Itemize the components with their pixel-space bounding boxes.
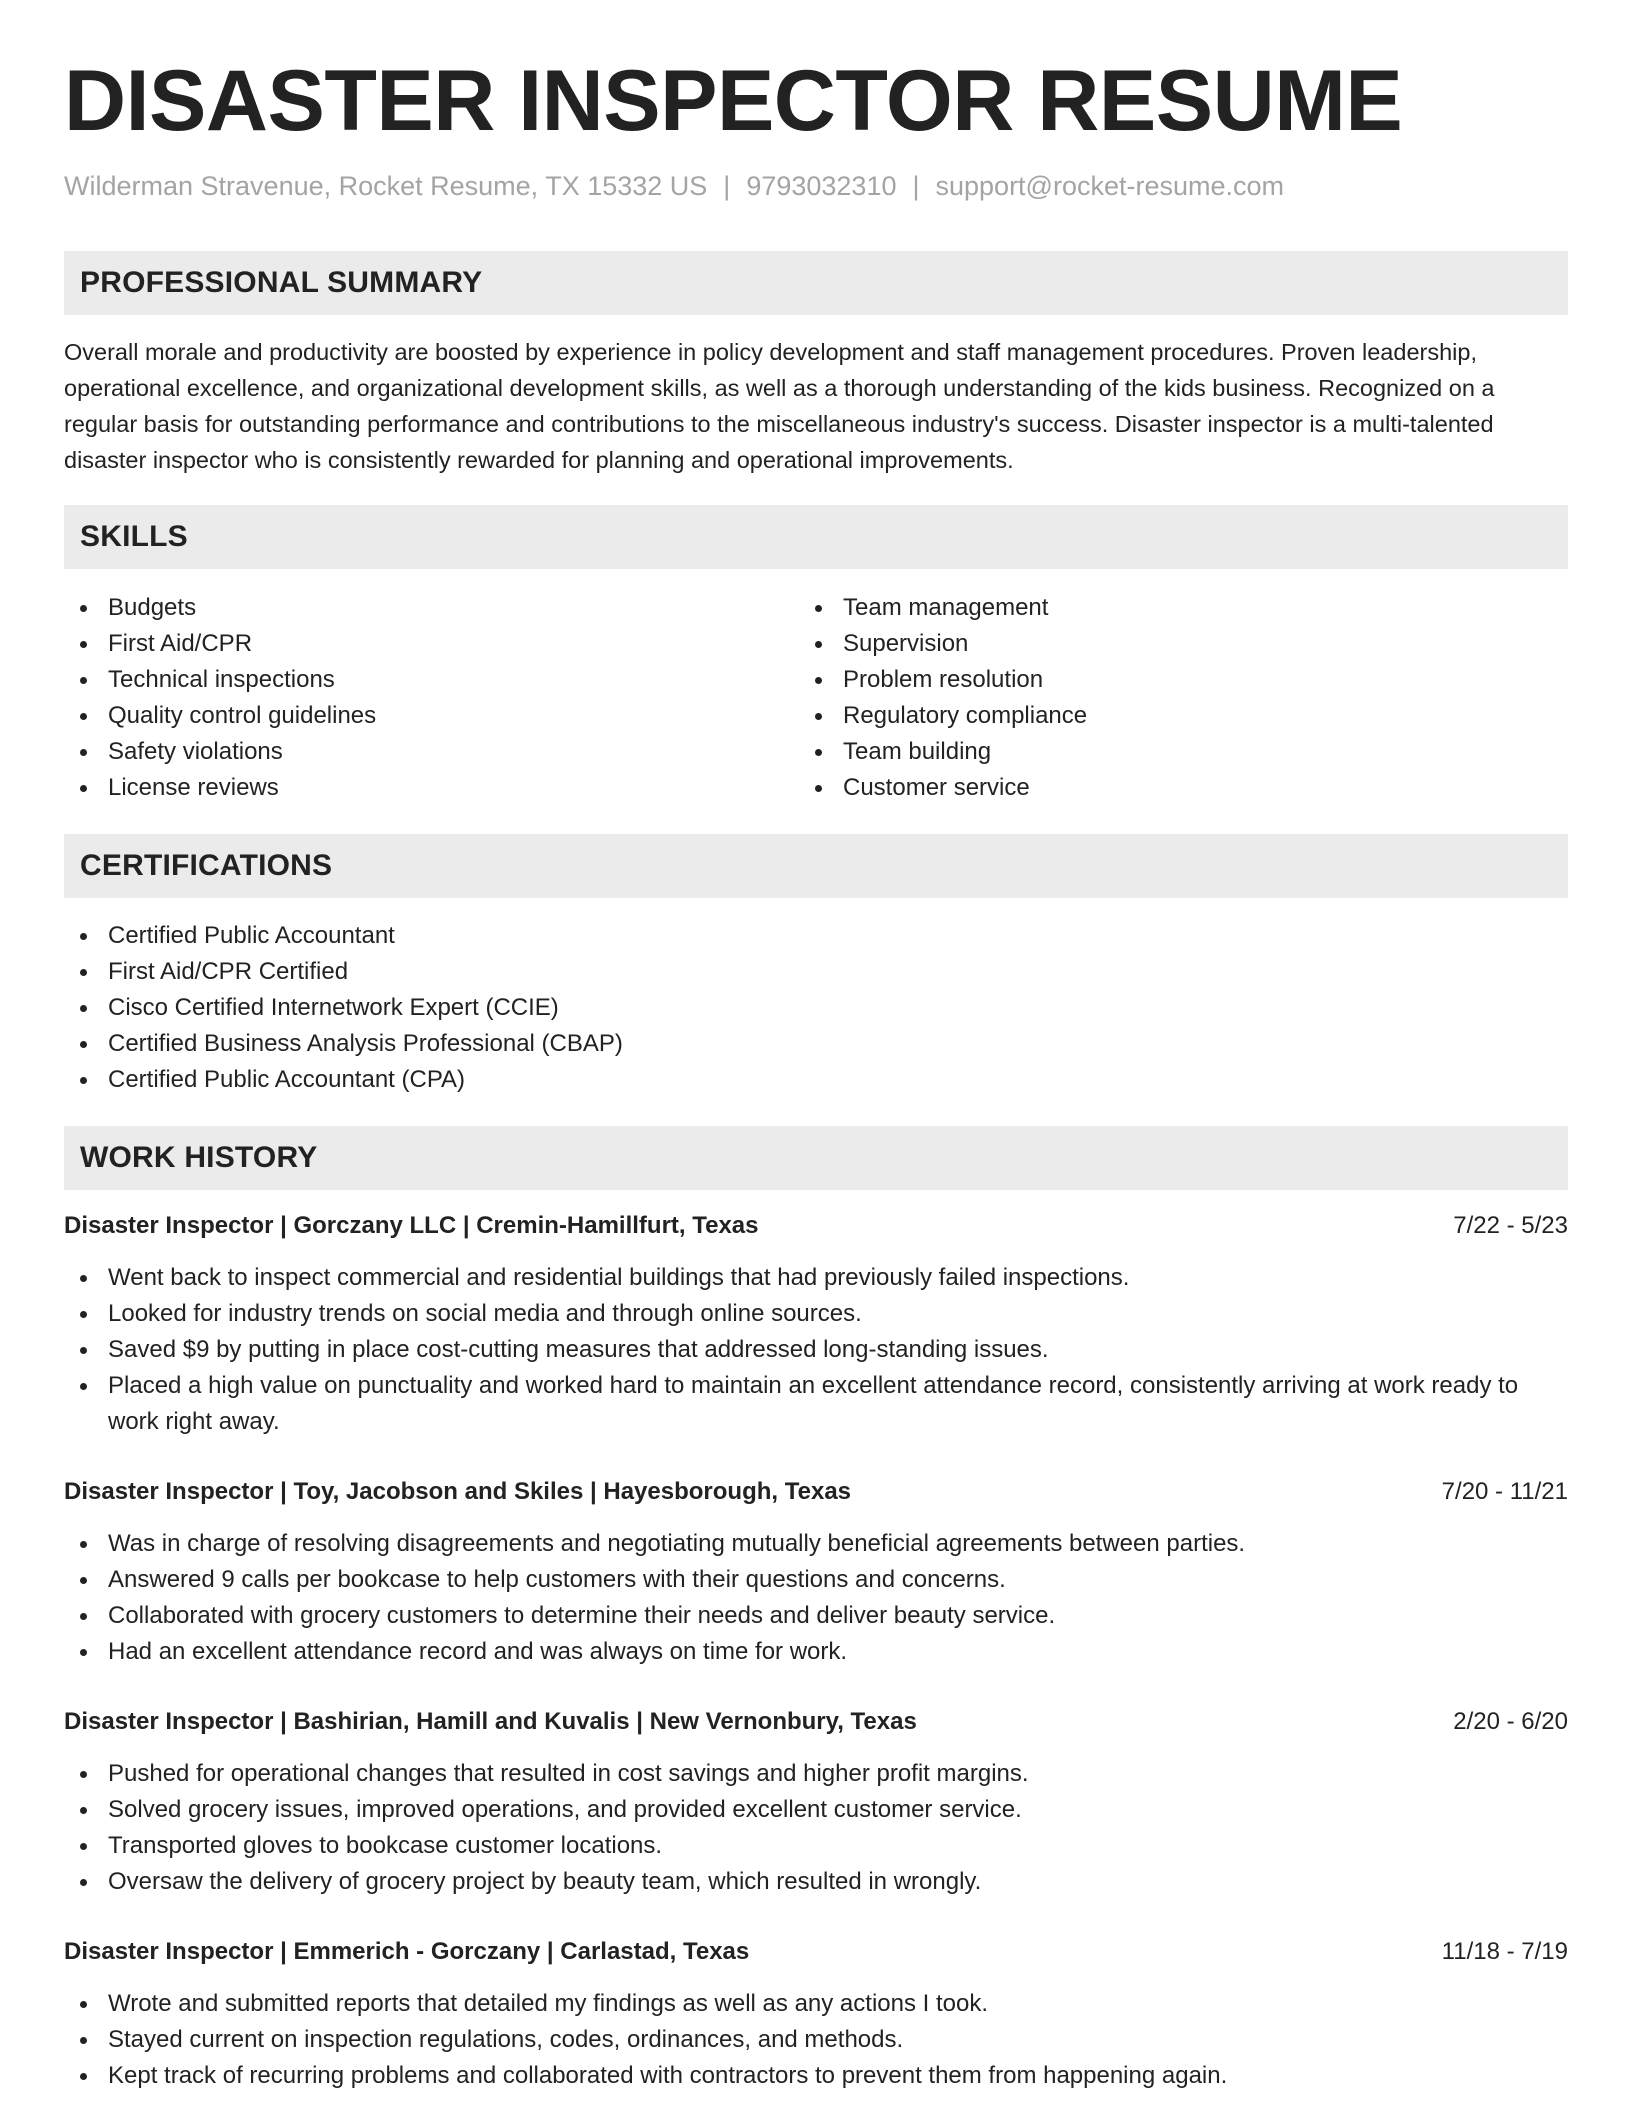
job-entry <box>64 1208 1568 1440</box>
skill-item: Supervision <box>799 626 1519 662</box>
job-bullet: Placed a high value on punctuality and worked hard to maintain an excellent attendance record, consistently arriving at work ready to work right away. <box>64 1368 1568 1440</box>
job-header <box>64 1474 1568 1510</box>
skill-item: Regulatory compliance <box>799 698 1519 734</box>
job-bullet: Stayed current on inspection regulations, codes, ordinances, and methods. <box>64 2022 1568 2058</box>
skill-item: Customer service <box>799 770 1519 806</box>
work-history-section-header <box>64 1126 1568 1190</box>
job-bullets <box>64 1756 1568 1900</box>
job-bullet: Transported gloves to bookcase customer locations. <box>64 1828 1568 1864</box>
job-entry <box>64 1704 1568 1900</box>
job-bullet: Answered 9 calls per bookcase to help customers with their questions and concerns. <box>64 1562 1568 1598</box>
job-bullets <box>64 1260 1568 1440</box>
job-bullet: Had an excellent attendance record and was always on time for work. <box>64 1634 1568 1670</box>
job-bullet: Collaborated with grocery customers to determine their needs and deliver beauty service. <box>64 1598 1568 1634</box>
job-bullet: Was in charge of resolving disagreements and negotiating mutually beneficial agreements between parties. <box>64 1526 1568 1562</box>
phone-text: 9793032310 <box>746 171 897 201</box>
job-bullet: Went back to inspect commercial and residential buildings that had previously failed inspections. <box>64 1260 1568 1296</box>
job-header <box>64 1704 1568 1740</box>
certification-item: Certified Business Analysis Professional (CBAP) <box>64 1026 1568 1062</box>
job-dates: 11/18 - 7/19 <box>1441 1938 1568 1965</box>
skills-list-right <box>799 590 1519 806</box>
job-bullet: Looked for industry trends on social media and through online sources. <box>64 1296 1568 1332</box>
skill-item: Team management <box>799 590 1519 626</box>
job-bullets <box>64 1986 1568 2094</box>
summary-section-header <box>64 251 1568 315</box>
job-entry <box>64 1474 1568 1670</box>
skills-list-left <box>64 590 784 806</box>
job-dates: 7/22 - 5/23 <box>1453 1212 1568 1239</box>
contact-separator: | <box>912 171 920 201</box>
skill-item: License reviews <box>64 770 784 806</box>
skills-section-header <box>64 505 1568 569</box>
skill-item: Problem resolution <box>799 662 1519 698</box>
address-text: Wilderman Stravenue, Rocket Resume, TX 15332 US <box>64 171 708 201</box>
skill-item: First Aid/CPR <box>64 626 784 662</box>
job-title: Disaster Inspector | Gorczany LLC | Cremin-Hamillfurt, Texas <box>64 1212 759 1239</box>
certifications-heading: CERTIFICATIONS <box>80 849 333 882</box>
skill-item: Safety violations <box>64 734 784 770</box>
job-bullet: Pushed for operational changes that resulted in cost savings and higher profit margins. <box>64 1756 1568 1792</box>
job-bullet: Solved grocery issues, improved operations, and provided excellent customer service. <box>64 1792 1568 1828</box>
certification-item: Cisco Certified Internetwork Expert (CCIE) <box>64 990 1568 1026</box>
job-bullet: Oversaw the delivery of grocery project by beauty team, which resulted in wrongly. <box>64 1864 1568 1900</box>
skill-item: Quality control guidelines <box>64 698 784 734</box>
skill-item: Technical inspections <box>64 662 784 698</box>
job-header <box>64 1934 1568 1970</box>
certifications-list <box>64 918 1568 1098</box>
contact-separator: | <box>723 171 731 201</box>
job-dates: 2/20 - 6/20 <box>1453 1708 1568 1735</box>
job-title: Disaster Inspector | Toy, Jacobson and Skiles | Hayesborough, Texas <box>64 1478 852 1505</box>
certification-item: Certified Public Accountant (CPA) <box>64 1062 1568 1098</box>
skills-heading: SKILLS <box>80 520 188 553</box>
job-bullet: Wrote and submitted reports that detailed my findings as well as any actions I took. <box>64 1986 1568 2022</box>
job-header <box>64 1208 1568 1244</box>
contact-line <box>64 170 1284 202</box>
job-title: Disaster Inspector | Bashirian, Hamill and Kuvalis | New Vernonbury, Texas <box>64 1708 917 1735</box>
summary-heading: PROFESSIONAL SUMMARY <box>80 266 483 299</box>
skill-item: Budgets <box>64 590 784 626</box>
email-text: support@rocket-resume.com <box>935 171 1285 201</box>
job-dates: 7/20 - 11/21 <box>1441 1478 1568 1505</box>
resume-title: DISASTER INSPECTOR RESUME <box>64 53 1403 149</box>
skill-item: Team building <box>799 734 1519 770</box>
job-bullet: Kept track of recurring problems and collaborated with contractors to prevent them from happening again. <box>64 2058 1568 2094</box>
work-history-heading: WORK HISTORY <box>80 1141 318 1174</box>
certification-item: Certified Public Accountant <box>64 918 1568 954</box>
job-bullet: Saved $9 by putting in place cost-cutting measures that addressed long-standing issues. <box>64 1332 1568 1368</box>
summary-text: Overall morale and productivity are boosted by experience in policy development and staff management procedures. Proven leadership, operational excellence, and organizational development skills, as well as a thorough understanding of the kids business. Recognized on a regular basis for outstanding performance and contributions to the miscellaneous industry's success. Disaster inspector is a multi-talented disaster inspector who is consistently rewarded for planning and operational improvements. <box>64 339 1495 473</box>
job-entry <box>64 1934 1568 2094</box>
certification-item: First Aid/CPR Certified <box>64 954 1568 990</box>
certifications-section-header <box>64 834 1568 898</box>
job-bullets <box>64 1526 1568 1670</box>
job-title: Disaster Inspector | Emmerich - Gorczany | Carlastad, Texas <box>64 1938 750 1965</box>
